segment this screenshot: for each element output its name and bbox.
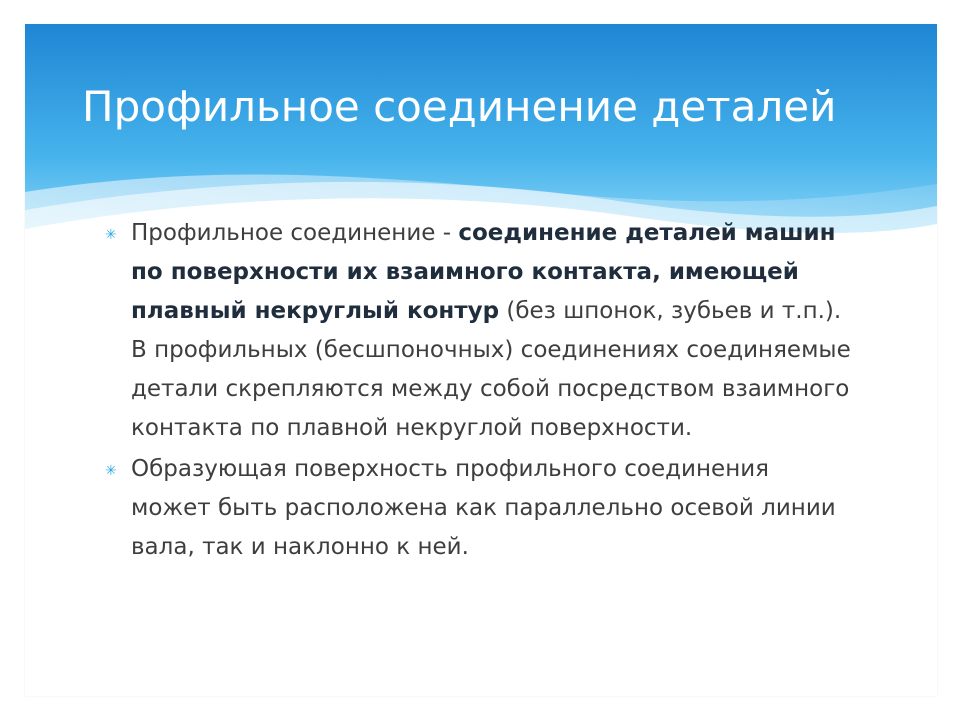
bullet-text-bold: соединение деталей машин по поверхности их взаимного контакта, имеющей плавный некруглый контур xyxy=(131,220,836,324)
asterisk-bullet-icon: ✳ xyxy=(105,463,117,479)
slide xyxy=(25,24,937,696)
bullet-text-after: (без шпонок, зубьев и т.п.). В профильных (бесшпоночных) соединениях соединяемые детали скрепляются между собой посредством взаимного контакта по плавной некруглой поверхности. xyxy=(131,298,851,441)
list-item xyxy=(105,450,855,567)
bullet-text: Образующая поверхность профильного соединения может быть расположена как параллельно осевой линии вала, так и наклонно к ней. xyxy=(131,456,836,560)
bullet-text-before: Профильное соединение - xyxy=(131,220,459,246)
slide-title: Профильное соединение деталей xyxy=(82,82,837,131)
bullet-list xyxy=(105,214,855,569)
asterisk-bullet-icon: ✳ xyxy=(105,227,117,243)
list-item xyxy=(105,214,855,448)
